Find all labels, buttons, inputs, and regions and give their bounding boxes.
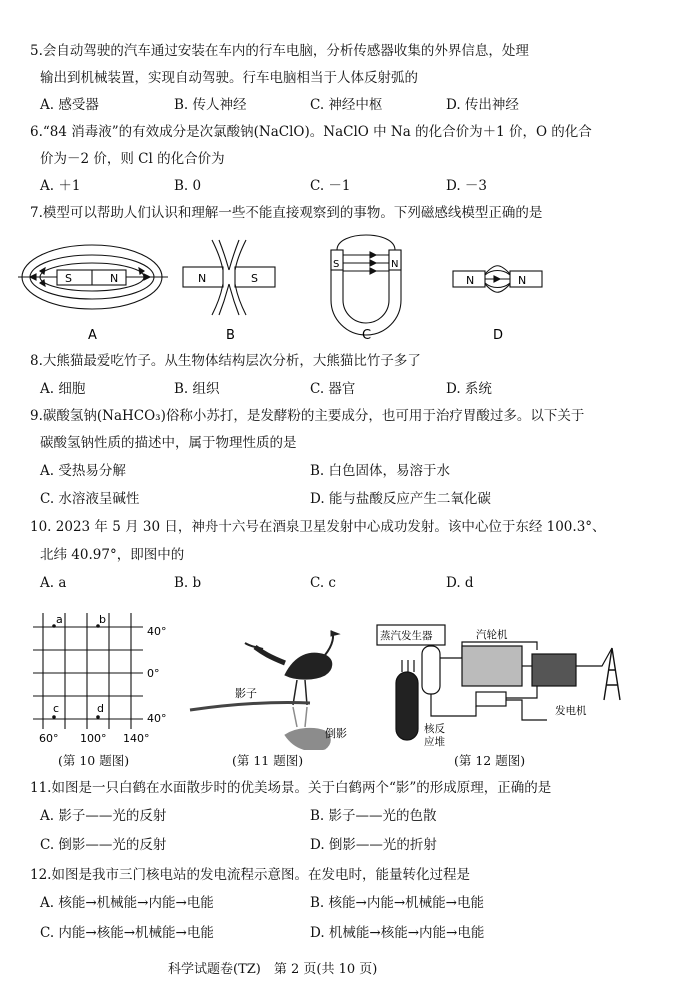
fig10-lat-0: 0° — [147, 667, 160, 680]
fig12-diagram — [372, 620, 677, 750]
q12-option-b: B. 核能→内能→机械能→电能 — [310, 895, 484, 911]
fig12-generator-shape — [532, 654, 576, 686]
fig10-caption: (第 10 题图) — [58, 753, 130, 768]
q5-option-b: B. 传人神经 — [174, 97, 247, 113]
q10-stem-line2: 北纬 40.97°，即图中的 — [40, 547, 185, 563]
q10-option-c: C. c — [310, 575, 336, 591]
fig10-lon-140: 140° — [123, 732, 150, 745]
fig12-reactor-shape — [396, 672, 418, 740]
q8-stem: 8.大熊猫最爱吃竹子。从生物体结构层次分析，大熊猫比竹子多了 — [30, 353, 421, 369]
fig10-lat-40n: 40° — [147, 625, 167, 638]
q11-option-c: C. 倒影——光的反射 — [40, 837, 167, 853]
q6-option-a: A. ＋1 — [40, 178, 81, 194]
q10-option-b: B. b — [174, 575, 202, 591]
q10-stem-line1: 10. 2023 年 5 月 30 日，神舟十六号在酒泉卫星发射中心成功发射。该中心位于东经 100.3°、 — [30, 519, 606, 535]
q9-option-a: A. 受热易分解 — [40, 463, 126, 479]
page-footer: 科学试题卷(TZ) 第 2 页(共 10 页) — [168, 962, 378, 977]
fig12-label-turbine: 汽轮机 — [476, 629, 508, 641]
q6-option-c: C. －1 — [310, 178, 351, 194]
fig12-steam-generator-shape — [422, 646, 440, 694]
fig10-point-a: a — [56, 613, 63, 626]
fig10-lon-60: 60° — [39, 732, 59, 745]
fig12-turbine-shape — [462, 646, 522, 686]
q7-d-pole-n2: N — [518, 274, 527, 287]
fig12-caption: (第 12 题图) — [454, 753, 526, 768]
fig10-lon-100: 100° — [80, 732, 107, 745]
q7-b-pole-n: N — [198, 272, 207, 285]
q5-option-a: A. 感受器 — [40, 97, 99, 113]
fig12-label-steam-generator: 蒸汽发生器 — [380, 630, 433, 642]
q7-figure-b — [183, 240, 275, 315]
fig10-grid — [25, 605, 185, 750]
fig12-label-reactor-1: 核反 — [424, 723, 445, 735]
q7-stem: 7.模型可以帮助人们认识和理解一些不能直接观察到的事物。下列磁感线模型正确的是 — [30, 205, 543, 221]
fig11-crane — [245, 631, 339, 705]
q7-label-b: B — [226, 328, 235, 343]
q7-label-c: C — [362, 328, 372, 343]
q12-option-c: C. 内能→核能→机械能→电能 — [40, 925, 214, 941]
q7-figure-c — [331, 235, 401, 335]
q9-option-d: D. 能与盐酸反应产生二氧化碳 — [310, 491, 491, 507]
q11-option-b: B. 影子——光的色散 — [310, 808, 437, 824]
fig10-point-c: c — [53, 702, 60, 715]
q11-stem: 11.如图是一只白鹤在水面散步时的优美场景。关于白鹤两个“影”的形成原理，正确的是 — [30, 780, 552, 796]
q5-stem-line1: 5.会自动驾驶的汽车通过安装在车内的行车电脑，分析传感器收集的外界信息，处理 — [30, 43, 529, 59]
q7-c-pole-s: S — [333, 259, 340, 270]
q7-magnet-figures — [0, 225, 687, 350]
q7-figure-a — [18, 245, 168, 309]
fig11-shadow-shape — [190, 702, 310, 710]
fig12-tower — [604, 648, 620, 700]
fig11-label-shadow: 影子 — [235, 687, 257, 700]
fig11-reflection — [285, 707, 330, 750]
q9-option-b: B. 白色固体，易溶于水 — [310, 463, 451, 479]
q7-a-pole-n: N — [110, 272, 119, 285]
q9-stem-line2: 碳酸氢钠性质的描述中，属于物理性质的是 — [40, 435, 297, 451]
fig10-point-b: b — [99, 613, 106, 626]
q7-label-d: D — [493, 328, 504, 343]
q12-option-a: A. 核能→机械能→内能→电能 — [40, 895, 214, 911]
q8-option-a: A. 细胞 — [40, 381, 86, 397]
q8-option-c: C. 器官 — [310, 381, 356, 397]
q11-option-d: D. 倒影——光的折射 — [310, 837, 437, 853]
fig12-label-generator: 发电机 — [555, 705, 587, 717]
q7-b-pole-s: S — [251, 272, 258, 285]
q8-option-d: D. 系统 — [446, 381, 492, 397]
q6-option-b: B. 0 — [174, 178, 202, 194]
q7-label-a: A — [88, 328, 97, 343]
q10-option-d: D. d — [446, 575, 474, 591]
fig11-crane-image — [185, 625, 365, 750]
q6-stem-line2: 价为－2 价，则 Cl 的化合价为 — [40, 151, 225, 167]
fig11-caption: (第 11 题图) — [232, 753, 304, 768]
q9-option-c: C. 水溶液呈碱性 — [40, 491, 140, 507]
q6-stem-line1: 6.“84 消毒液”的有效成分是次氯酸钠(NaClO)。NaClO 中 Na 的化合价为＋1 价，O 的化合 — [30, 124, 592, 140]
q7-c-pole-n: N — [391, 259, 399, 270]
q7-a-pole-s: S — [65, 272, 72, 285]
q11-option-a: A. 影子——光的反射 — [40, 808, 167, 824]
fig10-point-d: d — [97, 702, 104, 715]
q6-option-d: D. －3 — [446, 178, 488, 194]
q10-option-a: A. a — [40, 575, 67, 591]
q7-d-pole-n1: N — [466, 274, 475, 287]
q12-stem: 12.如图是我市三门核电站的发电流程示意图。在发电时，能量转化过程是 — [30, 867, 470, 883]
fig10-lat-40s: 40° — [147, 712, 167, 725]
q9-stem-line1: 9.碳酸氢钠(NaHCO₃)俗称小苏打，是发酵粉的主要成分，也可用于治疗胃酸过多。以下关于 — [30, 408, 585, 424]
fig12-label-reactor-2: 应堆 — [424, 736, 445, 748]
q5-option-d: D. 传出神经 — [446, 97, 519, 113]
q12-option-d: D. 机械能→核能→内能→电能 — [310, 925, 485, 941]
fig11-label-reflection: 倒影 — [325, 727, 347, 740]
q5-stem-line2: 输出到机械装置，实现自动驾驶。行车电脑相当于人体反射弧的 — [40, 70, 418, 86]
q5-option-c: C. 神经中枢 — [310, 97, 383, 113]
q8-option-b: B. 组织 — [174, 381, 220, 397]
